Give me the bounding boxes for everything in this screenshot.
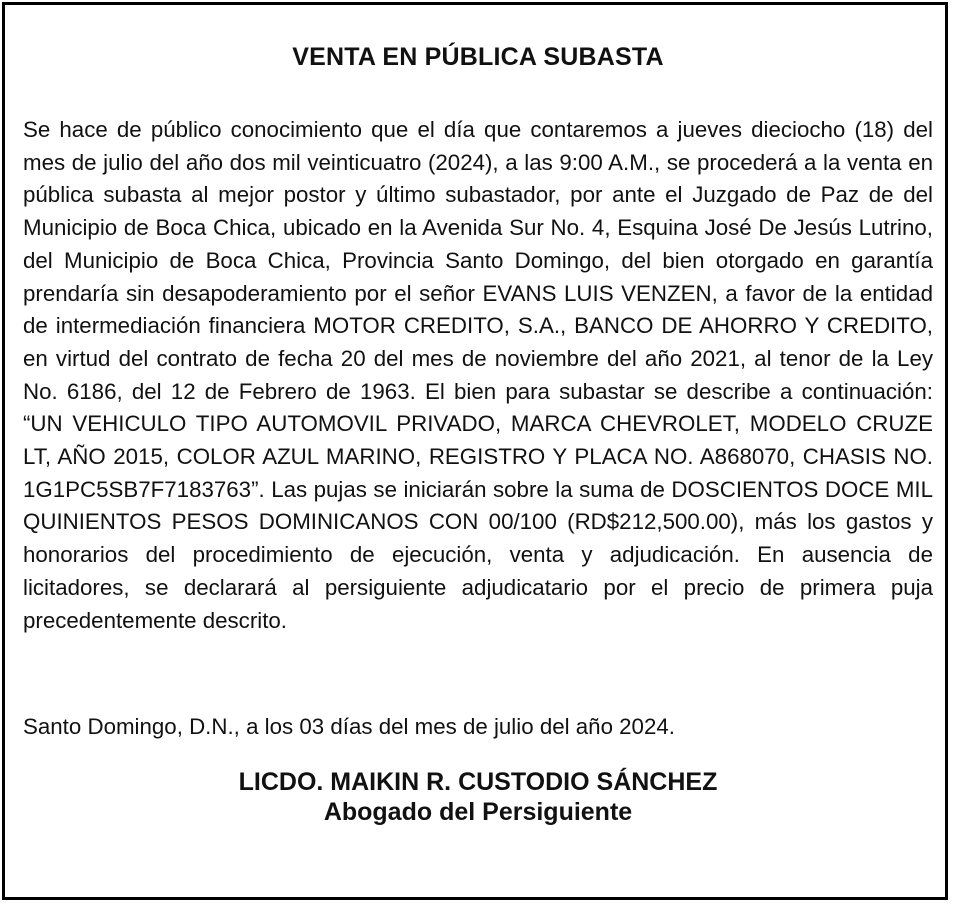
- signature-role: Abogado del Persiguiente: [323, 798, 633, 826]
- notice-title: VENTA EN PÚBLICA SUBASTA: [292, 43, 664, 71]
- notice-closing-date: Santo Domingo, D.N., a los 03 días del mes de julio del año 2024.: [23, 714, 675, 739]
- signature-name: LICDO. MAIKIN R. CUSTODIO SÁNCHEZ: [238, 768, 718, 796]
- notice-body: Se hace de público conocimiento que el día que contaremos a jueves dieciocho (18) del mes de julio del año dos mil veinticuatro (2024), a las 9:00 A.M., se procederá a la venta en pública subasta al mejor postor y último subastador, por ante el Juzgado de Paz de del Municipio de Boca Chica, ubicado en la Avenida Sur No. 4, Esquina José De Jesús Lutrino, del Municipio de Boca Chica, Provincia Santo Domingo, del bien otorgado en garantía prendaría sin desapoderamiento por el señor EVANS LUIS VENZEN, a favor de la entidad de intermediación financiera MOTOR CREDITO, S.A., BANCO DE AHORRO Y CREDITO, en virtud del contrato de fecha 20 del mes de noviembre del año 2021, al tenor de la Ley No. 6186, del 12 de Febrero de 1963. El bien para subastar se describe a continuación: “UN VEHICULO TIPO AUTOMOVIL PRIVADO, MARCA CHEVROLET, MODELO CRUZE LT, AÑO 2015, COLOR AZUL MARINO, REGISTRO Y PLACA NO. A868070, CHASIS NO. 1G1PC5SB7F7183763”. Las pujas se iniciarán sobre la suma de DOSCIENTOS DOCE MIL QUINIENTOS PESOS DOMINICANOS CON 00/100 (RD$212,500.00), más los gastos y honorarios del procedimiento de ejecución, venta y adjudicación. En ausencia de licitadores, se declarará al persiguiente adjudicatario por el precio de primera puja precedentemente descrito.: [23, 117, 933, 633]
- notice-frame: [2, 2, 948, 900]
